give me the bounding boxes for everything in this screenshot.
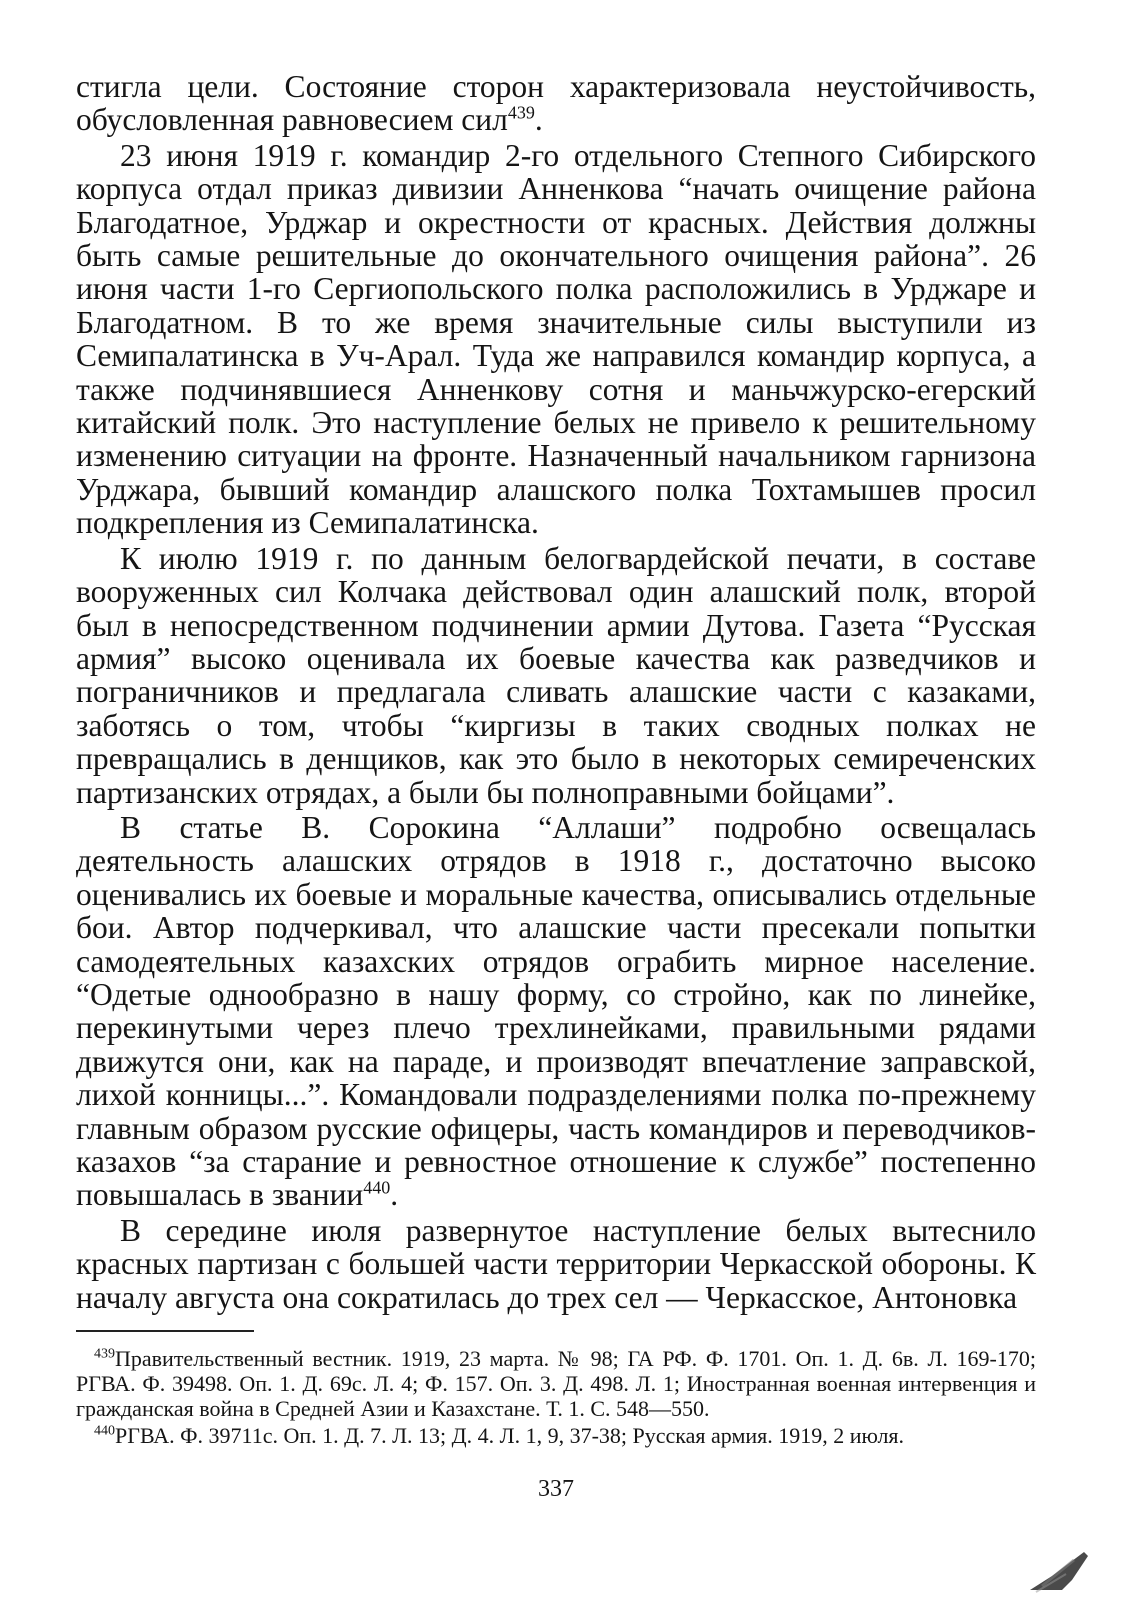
footnote-text: Правительственный вестник. 1919, 23 марта. № 98; ГА РФ. Ф. 1701. Оп. 1. Д. 6в. Л. 169-170; РГВА. Ф. 39498. Оп. 1. Д. 69с. Л. 4; Ф. 157. Оп. 3. Д. 498. Л. 1; Иностранная военная интервенция и гражданская война в Средней Азии и Казахстане. Т. 1. С. 548—550. xyxy=(76,1346,1036,1422)
footnote xyxy=(76,1423,1036,1448)
paragraph: В статье В. Сорокина “Аллаши” подробно освещалась деятельность алашских отрядов в 1918 г., достаточно высоко оценивались их боевые и моральные качества, описывались отдельные бои. Автор подчеркивал, что алашские части пресекали попытки самодеятельных казахских отрядов ограбить мирное население. “Одетые однообразно в нашу форму, со стройно, как по линейке, перекинутыми через плечо трехлинейками, правильными рядами движутся они, как на параде, и производят впечатление заправской, лихой конницы...”. Командовали подразделениями полка по-прежнему главным образом русские офицеры, часть командиров и переводчиков-казахов “за старание и ревностное отношение к службе” постепенно повышалась в звании$^{440}$. xyxy=(76,809,1036,1213)
footnotes xyxy=(76,1346,1036,1448)
footnote-ref[interactable]: 439 xyxy=(507,102,535,123)
book-page xyxy=(76,70,1036,1503)
footnote xyxy=(76,1346,1036,1421)
footnote-text: РГВА. Ф. 39711с. Оп. 1. Д. 7. Л. 13; Д. 4. Л. 1, 9, 37-38; Русская армия. 1919, 2 июля. xyxy=(115,1423,905,1449)
footnote-ref[interactable]: 440 xyxy=(363,1177,391,1198)
footnote-divider xyxy=(76,1330,254,1332)
paragraph: стигла цели. Состояние сторон характеризовала неустойчивость, обусловленная равновесием сил$^{439}$. xyxy=(76,69,1036,138)
main-text xyxy=(76,70,1036,1314)
scan-smudge xyxy=(1022,1546,1092,1594)
paragraph: К июлю 1919 г. по данным белогвардейской печати, в составе вооруженных сил Колчака действовал один алашский полк, второй был в непосредственном подчинении армии Дутова. Газета “Русская армия” высоко оценивала их боевые качества как разведчиков и пограничников и предлагала сливать алашские части с казаками, заботясь о том, чтобы “киргизы в таких сводных полках не превращались в денщиков, как это было в некоторых семиреченских партизанских отрядах, а были бы полноправными бойцами”. xyxy=(76,540,1036,810)
page-number: 337 xyxy=(538,1476,574,1503)
paragraph: 23 июня 1919 г. командир 2-го отдельного Степного Сибирского корпуса отдал приказ дивизии Анненкова “начать очищение района Благодатное, Урджар и окрестности от красных. Действия должны быть самые решительные до окончательного очищения района”. 26 июня части 1-го Сергиопольского полка расположились в Урджаре и Благодатном. В то же время значительные силы выступили из Семипалатинска в Уч-Арал. Туда же направился командир корпуса, а также подчинявшиеся Анненкову сотня и маньчжурско-егерский китайский полк. Это наступление белых не привело к решительному изменению ситуации на фронте. Назначенный начальником гарнизона Урджара, бывший командир алашского полка Тохтамышев просил подкрепления из Семипалатинска. xyxy=(76,137,1036,541)
footnote-number: 439 xyxy=(94,1346,115,1362)
paragraph: В середине июля развернутое наступление белых вытеснило красных партизан с большей части территории Черкасской обороны. К началу августа она сократилась до трех сел — Черкасское, Антоновка xyxy=(76,1212,1036,1315)
footnote-number: 440 xyxy=(94,1423,115,1439)
